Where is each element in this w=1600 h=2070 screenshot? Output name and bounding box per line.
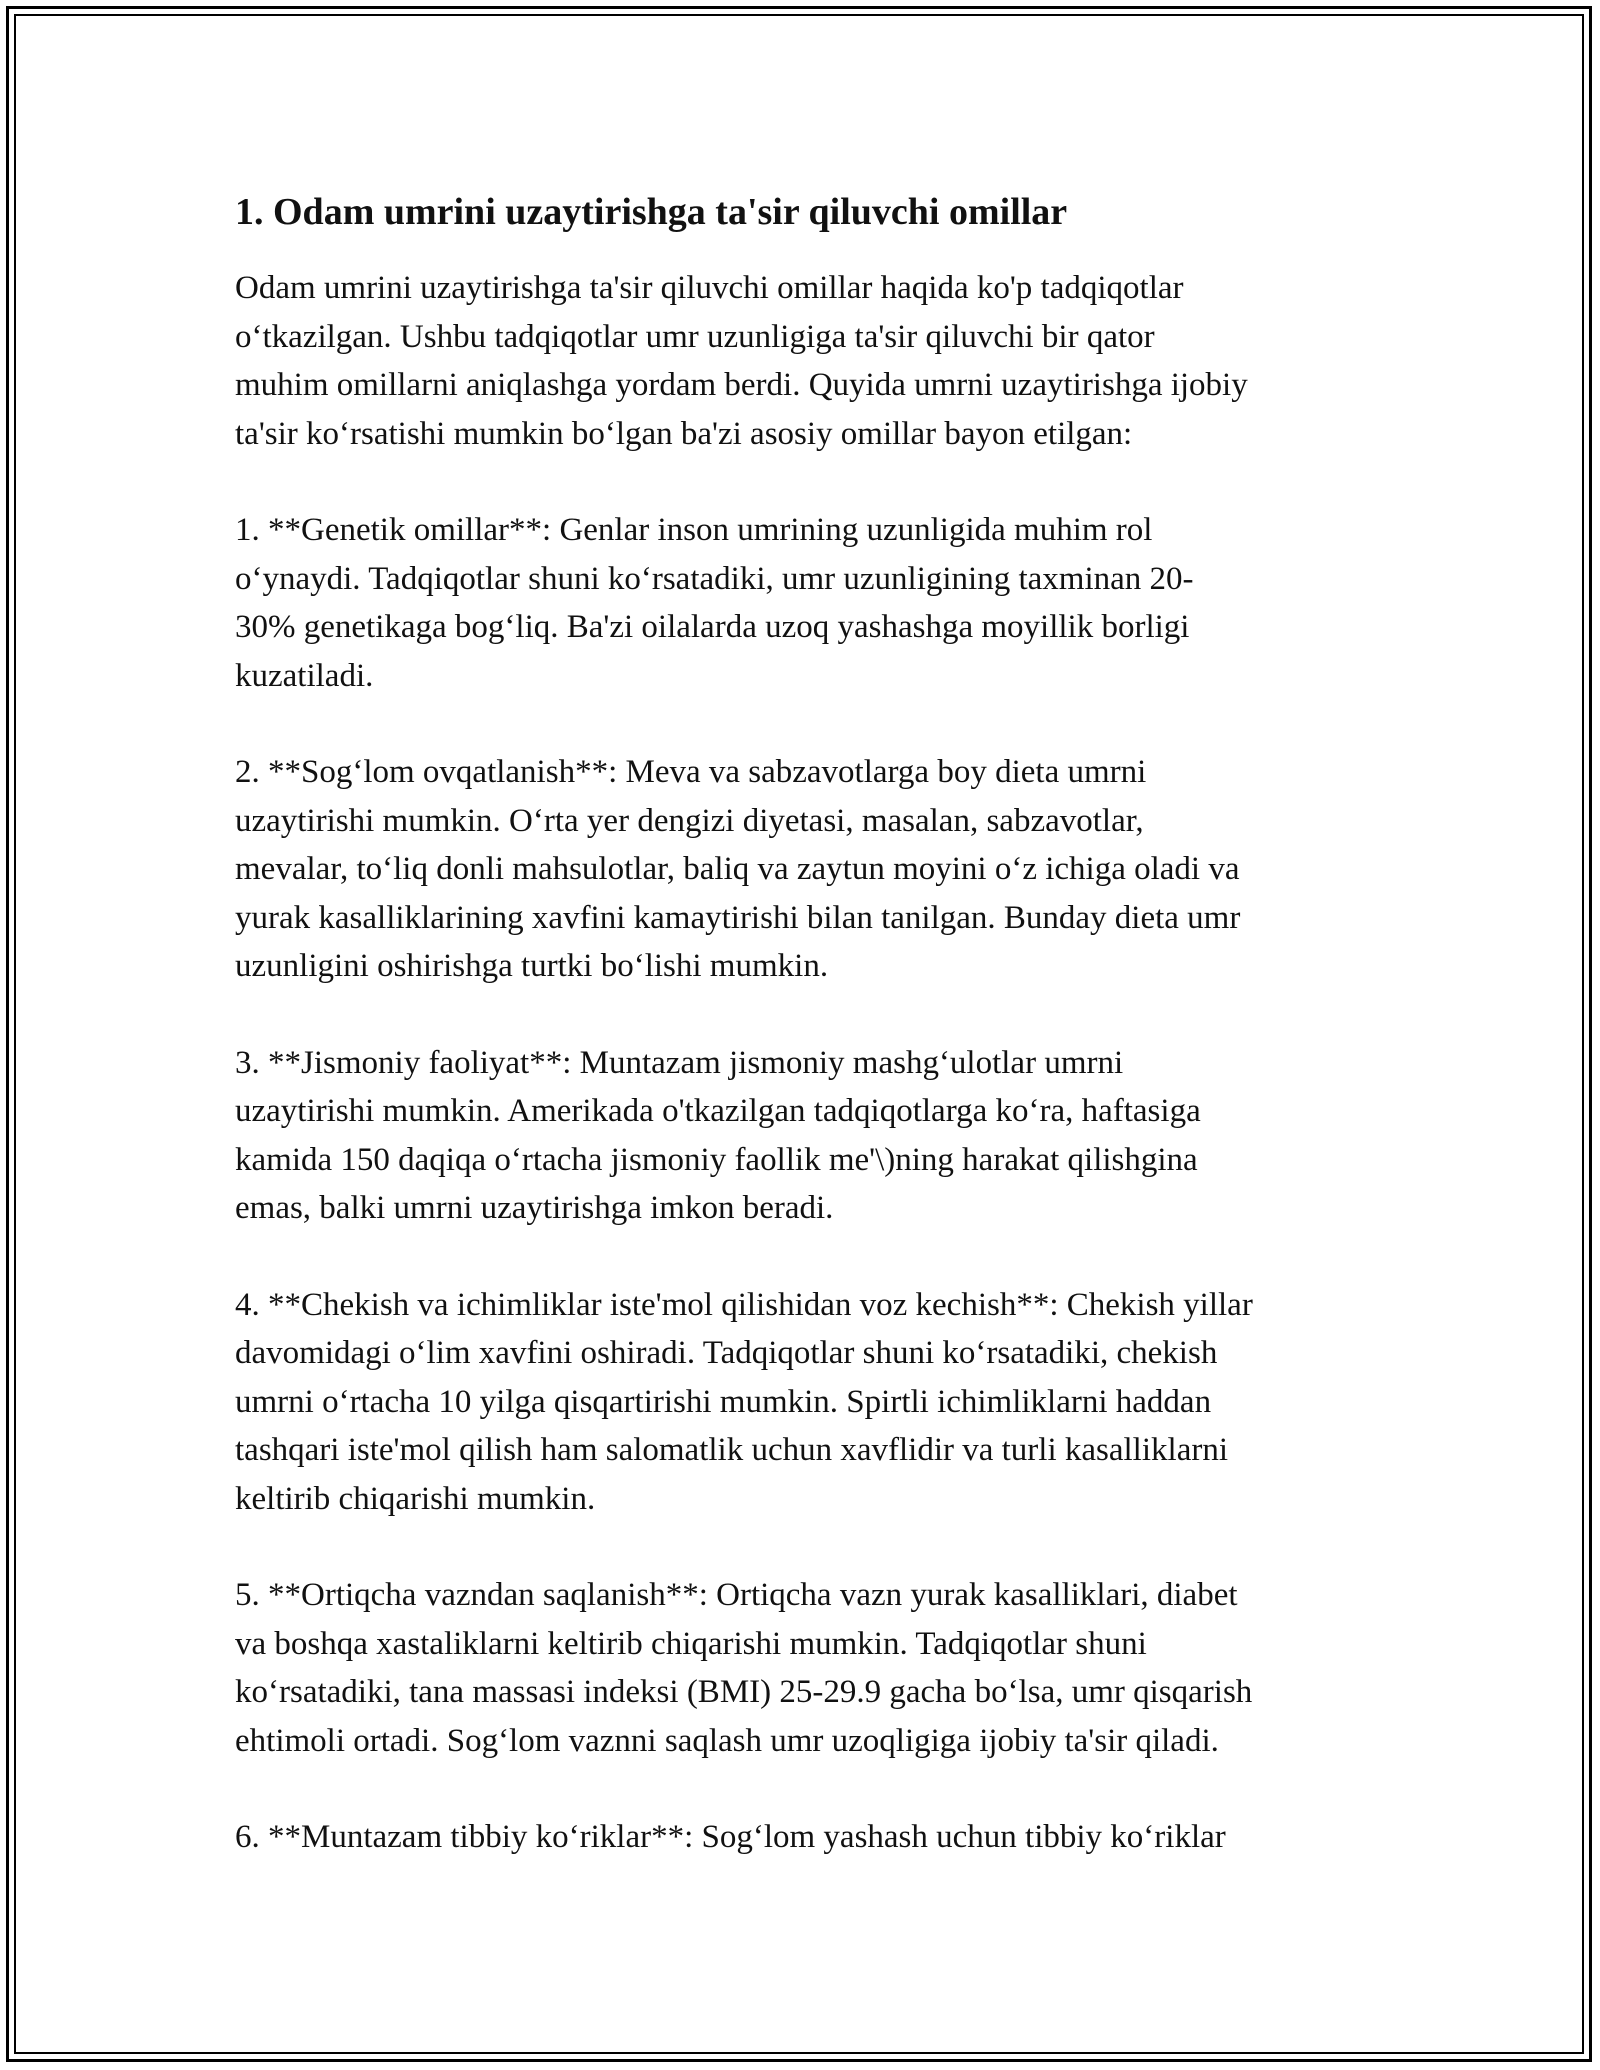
factor-weight-paragraph: 5. **Ortiqcha vazndan saqlanish**: Ortiqcha vazn yurak kasalliklari, diabet va boshqa xastaliklarni keltirib chiqarishi mumkin. Tadqiqotlar shuni ko‘rsatadiki, tana massasi indeksi (BMI) 25-29.9 gacha bo‘lsa, umr qisqarish ehtimoli ortadi. Sog‘lom vaznni saqlash umr uzoqligiga ijobiy ta'sir qiladi. xyxy=(235,1577,1253,1759)
factor-nutrition-paragraph: 2. **Sog‘lom ovqatlanish**: Meva va sabzavotlarga boy dieta umrni uzaytirishi mumkin. O‘rta yer dengizi diyetasi, masalan, sabzavotlar, mevalar, to‘liq donli mahsulotlar, baliq va zaytun moyini o‘z ichiga oladi va yurak kasalliklarining xavfini kamaytirishi bilan tanilgan. Bunday dieta umr uzunligini oshirishga turtki bo‘lishi mumkin. xyxy=(235,754,1241,984)
document-body xyxy=(235,186,1375,1910)
intro-paragraph: Odam umrini uzaytirishga ta'sir qiluvchi omillar haqida ko'p tadqiqotlar o‘tkazilgan. Ushbu tadqiqotlar umr uzunligiga ta'sir qiluvchi bir qator muhim omillarni aniqlashga yordam berdi. Quyida umrni uzaytirishga ijobiy ta'sir ko‘rsatishi mumkin bo‘lgan ba'zi asosiy omillar bayon etilgan: xyxy=(235,270,1248,452)
factor-smoking-alcohol-paragraph: 4. **Chekish va ichimliklar iste'mol qilishidan voz kechish**: Chekish yillar davomidagi o‘lim xavfini oshiradi. Tadqiqotlar shuni ko‘rsatadiki, chekish umrni o‘rtacha 10 yilga qisqartirishi mumkin. Spirtli ichimliklarni haddan tashqari iste'mol qilish ham salomatlik uchun xavflidir va turli kasalliklarni keltirib chiqarishi mumkin. xyxy=(235,1286,1253,1517)
factor-genetic-paragraph: 1. **Genetik omillar**: Genlar inson umrining uzunligida muhim rol o‘ynaydi. Tadqiqotlar shuni ko‘rsatadiki, umr uzunligining taxminan 20- 30% genetikaga bog‘liq. Ba'zi oilalarda uzoq yashashga moyillik borligi kuzatiladi. xyxy=(235,512,1194,694)
factor-medical-checkups-paragraph: 6. **Muntazam tibbiy ko‘riklar**: Sog‘lom yashash uchun tibbiy ko‘riklar xyxy=(235,1819,1226,1855)
section-heading: 1. Odam umrini uzaytirishga ta'sir qiluvchi omillar xyxy=(235,191,1068,233)
factor-physical-activity-paragraph: 3. **Jismoniy faoliyat**: Muntazam jismoniy mashg‘ulotlar umrni uzaytirishi mumkin. Amerikada o'tkazilgan tadqiqotlarga ko‘ra, haftasiga kamida 150 daqiqa o‘rtacha jismoniy faollik me'\)ning harakat qilishgina emas, balki umrni uzaytirishga imkon beradi. xyxy=(235,1044,1201,1226)
